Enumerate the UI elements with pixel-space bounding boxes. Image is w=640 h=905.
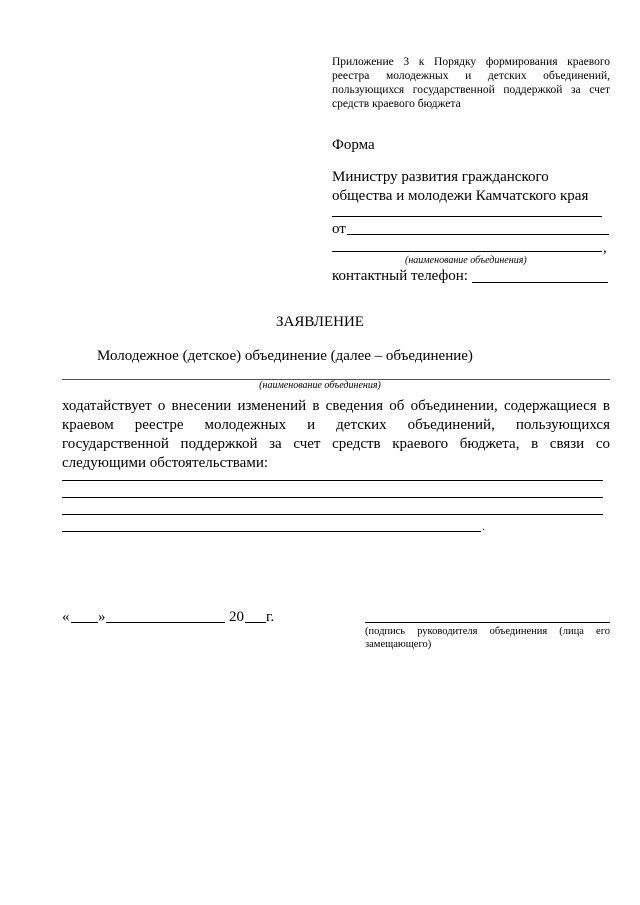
date-month-field[interactable]	[106, 622, 225, 623]
association-name-caption-text: наименование объединения	[262, 380, 378, 391]
reason-line-1[interactable]	[62, 480, 603, 481]
date-year-field[interactable]	[245, 622, 266, 623]
paragraph-line: государственной поддержкой за счет средств краевого бюджета, в связи со	[62, 436, 610, 452]
comma: ,	[603, 240, 607, 256]
from-field[interactable]	[347, 234, 609, 235]
paragraph-line: краевом реестре молодежных и детских объединений, пользующихся	[62, 417, 610, 433]
appendix-note	[332, 55, 610, 111]
reason-line-3[interactable]	[62, 514, 603, 515]
appendix-line: реестра молодежных и детских объединений,	[332, 70, 610, 82]
paragraph-line: следующими обстоятельствами:	[62, 455, 269, 471]
date-year-suffix: г.	[266, 609, 275, 625]
organization-name-field[interactable]	[332, 251, 602, 252]
signature-caption-line: замещающего)	[365, 639, 432, 650]
from-label: от	[332, 221, 346, 237]
intro-text: Молодежное (детское) объединение (далее – объединение)	[97, 348, 473, 364]
reasons-end-period: .	[482, 521, 485, 533]
appendix-line: средств краевого бюджета	[332, 98, 461, 110]
appendix-line: пользующихся государственной поддержкой за счет	[332, 84, 610, 96]
form-label: Форма	[332, 137, 375, 153]
phone-field[interactable]	[472, 282, 608, 283]
signature-caption	[365, 625, 610, 651]
addressee-line: общества и молодежи Камчатского края	[332, 188, 589, 204]
appendix-line: Приложение 3 к Порядку формирования краевого	[332, 56, 610, 68]
date-year-prefix: 20	[229, 609, 244, 625]
reason-line-4[interactable]	[62, 531, 481, 532]
phone-label: контактный телефон:	[332, 268, 468, 284]
signature-caption-line: (подпись руководителя объединения (лица его	[365, 626, 610, 637]
petition-paragraph	[62, 397, 610, 473]
date-close-quote: »	[98, 609, 106, 625]
reason-line-2[interactable]	[62, 497, 603, 498]
organization-name-caption: (наименование объединения)	[405, 255, 527, 266]
document-title: ЗАЯВЛЕНИЕ	[276, 314, 364, 330]
addressee-block	[332, 168, 612, 206]
paragraph-line: ходатайствует о внесении изменений в сведения об объединении, содержащиеся в	[62, 398, 610, 414]
signature-field[interactable]	[365, 622, 610, 623]
association-name-caption: (наименование объединения)	[259, 380, 381, 391]
date-day-field[interactable]	[71, 622, 98, 623]
addressee-blank-line[interactable]	[332, 216, 602, 217]
date-open-quote: «	[62, 609, 70, 625]
addressee-line: Министру развития гражданского	[332, 169, 549, 185]
